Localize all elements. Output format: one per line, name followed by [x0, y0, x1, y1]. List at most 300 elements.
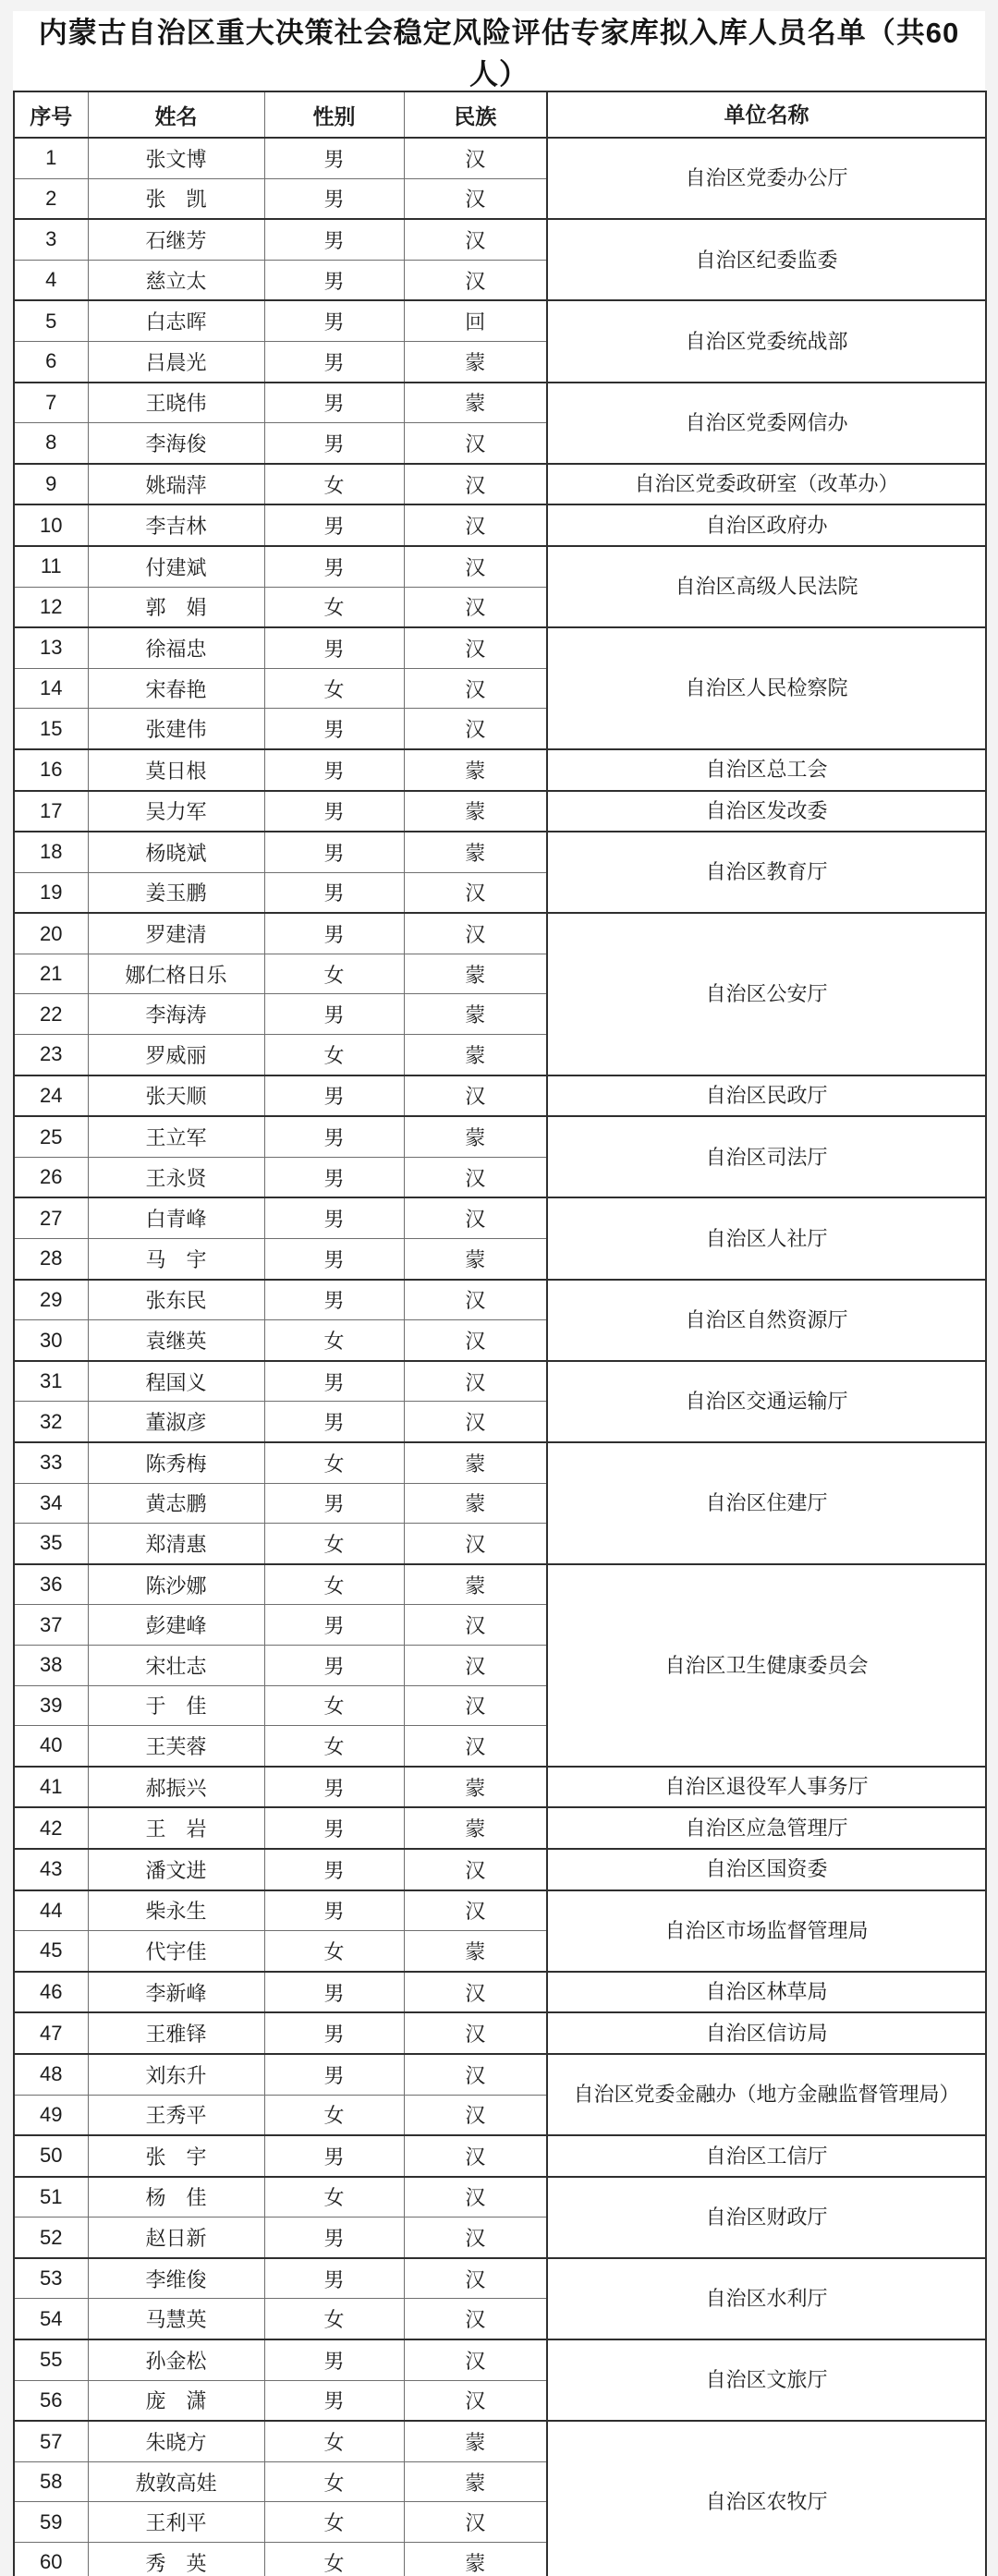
- name-cell: 李吉林: [88, 504, 264, 546]
- ethnicity-cell: 汉: [404, 504, 547, 546]
- ethnicity-cell: 汉: [404, 2380, 547, 2421]
- name-cell: 王立军: [88, 1116, 264, 1157]
- seq-cell: 35: [14, 1524, 88, 1564]
- name-cell: 王永贤: [88, 1157, 264, 1197]
- table-row: [14, 300, 986, 341]
- gender-cell: 男: [264, 383, 404, 423]
- ethnicity-cell: 蒙: [404, 1239, 547, 1280]
- gender-cell: 女: [264, 1564, 404, 1605]
- table-row: [14, 2421, 986, 2461]
- name-cell: 陈沙娜: [88, 1564, 264, 1605]
- name-cell: 张 凯: [88, 178, 264, 219]
- seq-cell: 19: [14, 872, 88, 913]
- seq-cell: 39: [14, 1685, 88, 1726]
- seq-cell: 3: [14, 219, 88, 260]
- column-header-gender: 性别: [264, 91, 404, 138]
- unit-cell: 自治区财政厅: [547, 2177, 986, 2258]
- gender-cell: 男: [264, 1116, 404, 1157]
- ethnicity-cell: 蒙: [404, 2421, 547, 2461]
- name-cell: 黄志鹏: [88, 1483, 264, 1524]
- seq-cell: 31: [14, 1361, 88, 1402]
- table-header-row: [14, 91, 986, 138]
- unit-cell: 自治区文旅厅: [547, 2339, 986, 2421]
- seq-cell: 12: [14, 587, 88, 627]
- gender-cell: 男: [264, 2258, 404, 2299]
- seq-cell: 24: [14, 1075, 88, 1117]
- gender-cell: 女: [264, 1442, 404, 1483]
- column-header-unit: 单位名称: [547, 91, 986, 138]
- seq-cell: 47: [14, 2012, 88, 2054]
- gender-cell: 女: [264, 1726, 404, 1767]
- name-cell: 李新峰: [88, 1972, 264, 2013]
- ethnicity-cell: 汉: [404, 2054, 547, 2095]
- ethnicity-cell: 蒙: [404, 832, 547, 872]
- unit-cell: 自治区住建厅: [547, 1442, 986, 1564]
- seq-cell: 51: [14, 2177, 88, 2218]
- seq-cell: 55: [14, 2339, 88, 2380]
- gender-cell: 女: [264, 2421, 404, 2461]
- seq-cell: 10: [14, 504, 88, 546]
- name-cell: 王秀平: [88, 2095, 264, 2135]
- unit-cell: 自治区国资委: [547, 1849, 986, 1890]
- unit-cell: 自治区党委政研室（改革办）: [547, 464, 986, 505]
- seq-cell: 54: [14, 2299, 88, 2339]
- name-cell: 秀 英: [88, 2543, 264, 2576]
- ethnicity-cell: 汉: [404, 1849, 547, 1890]
- seq-cell: 57: [14, 2421, 88, 2461]
- seq-cell: 41: [14, 1767, 88, 1808]
- ethnicity-cell: 汉: [404, 464, 547, 505]
- unit-cell: 自治区林草局: [547, 1972, 986, 2013]
- ethnicity-cell: 汉: [404, 2299, 547, 2339]
- gender-cell: 女: [264, 2299, 404, 2339]
- name-cell: 程国义: [88, 1361, 264, 1402]
- ethnicity-cell: 汉: [404, 219, 547, 260]
- personnel-table: [13, 91, 987, 2576]
- unit-cell: 自治区民政厅: [547, 1075, 986, 1117]
- name-cell: 敖敦高娃: [88, 2461, 264, 2502]
- gender-cell: 女: [264, 1685, 404, 1726]
- gender-cell: 男: [264, 1402, 404, 1442]
- gender-cell: 男: [264, 1807, 404, 1849]
- page-title: 内蒙古自治区重大决策社会稳定风险评估专家库拟入库人员名单（共60人）: [38, 17, 960, 91]
- seq-cell: 58: [14, 2461, 88, 2502]
- seq-cell: 34: [14, 1483, 88, 1524]
- gender-cell: 男: [264, 913, 404, 954]
- unit-cell: 自治区纪委监委: [547, 219, 986, 300]
- ethnicity-cell: 汉: [404, 668, 547, 709]
- name-cell: 宋壮志: [88, 1645, 264, 1685]
- ethnicity-cell: 蒙: [404, 1442, 547, 1483]
- name-cell: 袁继英: [88, 1320, 264, 1361]
- name-cell: 姜玉鹏: [88, 872, 264, 913]
- gender-cell: 男: [264, 1075, 404, 1117]
- seq-cell: 49: [14, 2095, 88, 2135]
- table-row: [14, 219, 986, 260]
- seq-cell: 16: [14, 749, 88, 791]
- gender-cell: 女: [264, 464, 404, 505]
- gender-cell: 男: [264, 1197, 404, 1238]
- ethnicity-cell: 蒙: [404, 994, 547, 1035]
- table-row: [14, 1197, 986, 1238]
- name-cell: 白青峰: [88, 1197, 264, 1238]
- gender-cell: 男: [264, 1849, 404, 1890]
- seq-cell: 26: [14, 1157, 88, 1197]
- gender-cell: 男: [264, 2380, 404, 2421]
- name-cell: 李海俊: [88, 423, 264, 464]
- name-cell: 马慧英: [88, 2299, 264, 2339]
- name-cell: 张 宇: [88, 2135, 264, 2177]
- name-cell: 张天顺: [88, 1075, 264, 1117]
- table-row: [14, 546, 986, 587]
- gender-cell: 男: [264, 219, 404, 260]
- name-cell: 石继芳: [88, 219, 264, 260]
- ethnicity-cell: 汉: [404, 1605, 547, 1646]
- unit-cell: 自治区党委统战部: [547, 300, 986, 382]
- ethnicity-cell: 蒙: [404, 383, 547, 423]
- gender-cell: 女: [264, 1931, 404, 1972]
- seq-cell: 25: [14, 1116, 88, 1157]
- ethnicity-cell: 汉: [404, 1075, 547, 1117]
- table-row: [14, 1442, 986, 1483]
- name-cell: 于 佳: [88, 1685, 264, 1726]
- ethnicity-cell: 汉: [404, 872, 547, 913]
- table-row: [14, 1849, 986, 1890]
- seq-cell: 59: [14, 2502, 88, 2543]
- name-cell: 董淑彦: [88, 1402, 264, 1442]
- gender-cell: 男: [264, 178, 404, 219]
- ethnicity-cell: 汉: [404, 2177, 547, 2218]
- seq-cell: 28: [14, 1239, 88, 1280]
- name-cell: 郭 娟: [88, 587, 264, 627]
- table-row: [14, 2339, 986, 2380]
- ethnicity-cell: 蒙: [404, 1931, 547, 1972]
- name-cell: 付建斌: [88, 546, 264, 587]
- ethnicity-cell: 蒙: [404, 1483, 547, 1524]
- table-row: [14, 383, 986, 423]
- gender-cell: 男: [264, 1645, 404, 1685]
- table-row: [14, 1972, 986, 2013]
- name-cell: 张东民: [88, 1280, 264, 1320]
- name-cell: 郝振兴: [88, 1767, 264, 1808]
- table-row: [14, 2135, 986, 2177]
- unit-cell: 自治区交通运输厅: [547, 1361, 986, 1442]
- seq-cell: 33: [14, 1442, 88, 1483]
- gender-cell: 男: [264, 627, 404, 668]
- seq-cell: 22: [14, 994, 88, 1035]
- ethnicity-cell: 汉: [404, 423, 547, 464]
- unit-cell: 自治区人民检察院: [547, 627, 986, 749]
- name-cell: 罗威丽: [88, 1035, 264, 1075]
- name-cell: 徐福忠: [88, 627, 264, 668]
- seq-cell: 6: [14, 341, 88, 382]
- name-cell: 宋春艳: [88, 668, 264, 709]
- seq-cell: 38: [14, 1645, 88, 1685]
- table-row: [14, 832, 986, 872]
- table-row: [14, 2258, 986, 2299]
- ethnicity-cell: 汉: [404, 260, 547, 300]
- gender-cell: 男: [264, 1483, 404, 1524]
- name-cell: 张文博: [88, 138, 264, 178]
- unit-cell: 自治区应急管理厅: [547, 1807, 986, 1849]
- ethnicity-cell: 汉: [404, 627, 547, 668]
- gender-cell: 男: [264, 138, 404, 178]
- seq-cell: 45: [14, 1931, 88, 1972]
- name-cell: 刘东升: [88, 2054, 264, 2095]
- seq-cell: 17: [14, 791, 88, 832]
- table-row: [14, 464, 986, 505]
- gender-cell: 男: [264, 791, 404, 832]
- unit-cell: 自治区公安厅: [547, 913, 986, 1075]
- ethnicity-cell: 蒙: [404, 341, 547, 382]
- unit-cell: 自治区信访局: [547, 2012, 986, 2054]
- unit-cell: 自治区农牧厅: [547, 2421, 986, 2576]
- gender-cell: 男: [264, 1361, 404, 1402]
- name-cell: 王芙蓉: [88, 1726, 264, 1767]
- ethnicity-cell: 蒙: [404, 791, 547, 832]
- unit-cell: 自治区总工会: [547, 749, 986, 791]
- seq-cell: 56: [14, 2380, 88, 2421]
- table-row: [14, 1361, 986, 1402]
- name-cell: 杨 佳: [88, 2177, 264, 2218]
- table-row: [14, 749, 986, 791]
- seq-cell: 52: [14, 2218, 88, 2258]
- gender-cell: 男: [264, 994, 404, 1035]
- column-header-name: 姓名: [88, 91, 264, 138]
- ethnicity-cell: 汉: [404, 1157, 547, 1197]
- unit-cell: 自治区卫生健康委员会: [547, 1564, 986, 1767]
- unit-cell: 自治区发改委: [547, 791, 986, 832]
- ethnicity-cell: 汉: [404, 546, 547, 587]
- gender-cell: 男: [264, 1767, 404, 1808]
- gender-cell: 男: [264, 1157, 404, 1197]
- seq-cell: 46: [14, 1972, 88, 2013]
- gender-cell: 男: [264, 2339, 404, 2380]
- table-row: [14, 1075, 986, 1117]
- ethnicity-cell: 汉: [404, 1320, 547, 1361]
- seq-cell: 36: [14, 1564, 88, 1605]
- seq-cell: 5: [14, 300, 88, 341]
- name-cell: 杨晓斌: [88, 832, 264, 872]
- ethnicity-cell: 蒙: [404, 1807, 547, 1849]
- gender-cell: 男: [264, 1605, 404, 1646]
- table-row: [14, 1116, 986, 1157]
- seq-cell: 50: [14, 2135, 88, 2177]
- name-cell: 朱晓方: [88, 2421, 264, 2461]
- name-cell: 吴力军: [88, 791, 264, 832]
- gender-cell: 男: [264, 2012, 404, 2054]
- unit-cell: 自治区教育厅: [547, 832, 986, 913]
- ethnicity-cell: 汉: [404, 1972, 547, 2013]
- gender-cell: 男: [264, 1239, 404, 1280]
- seq-cell: 13: [14, 627, 88, 668]
- name-cell: 赵日新: [88, 2218, 264, 2258]
- gender-cell: 男: [264, 709, 404, 749]
- unit-cell: 自治区政府办: [547, 504, 986, 546]
- name-cell: 柴永生: [88, 1890, 264, 1931]
- seq-cell: 15: [14, 709, 88, 749]
- gender-cell: 男: [264, 260, 404, 300]
- ethnicity-cell: 汉: [404, 1890, 547, 1931]
- ethnicity-cell: 蒙: [404, 1767, 547, 1808]
- name-cell: 孙金松: [88, 2339, 264, 2380]
- ethnicity-cell: 汉: [404, 2012, 547, 2054]
- unit-cell: 自治区党委金融办（地方金融监督管理局）: [547, 2054, 986, 2135]
- gender-cell: 男: [264, 872, 404, 913]
- ethnicity-cell: 汉: [404, 587, 547, 627]
- unit-cell: 自治区工信厅: [547, 2135, 986, 2177]
- ethnicity-cell: 蒙: [404, 1116, 547, 1157]
- ethnicity-cell: 汉: [404, 2218, 547, 2258]
- unit-cell: 自治区自然资源厅: [547, 1280, 986, 1361]
- seq-cell: 32: [14, 1402, 88, 1442]
- name-cell: 王利平: [88, 2502, 264, 2543]
- name-cell: 李海涛: [88, 994, 264, 1035]
- gender-cell: 女: [264, 668, 404, 709]
- name-cell: 庞 潇: [88, 2380, 264, 2421]
- unit-cell: 自治区退役军人事务厅: [547, 1767, 986, 1808]
- ethnicity-cell: 汉: [404, 2135, 547, 2177]
- ethnicity-cell: 汉: [404, 1685, 547, 1726]
- ethnicity-cell: 蒙: [404, 1035, 547, 1075]
- ethnicity-cell: 汉: [404, 709, 547, 749]
- gender-cell: 男: [264, 832, 404, 872]
- column-header-seq: 序号: [14, 91, 88, 138]
- unit-cell: 自治区党委网信办: [547, 383, 986, 464]
- ethnicity-cell: 汉: [404, 1402, 547, 1442]
- seq-cell: 7: [14, 383, 88, 423]
- seq-cell: 9: [14, 464, 88, 505]
- unit-cell: 自治区司法厅: [547, 1116, 986, 1197]
- ethnicity-cell: 蒙: [404, 2461, 547, 2502]
- seq-cell: 14: [14, 668, 88, 709]
- name-cell: 罗建清: [88, 913, 264, 954]
- seq-cell: 8: [14, 423, 88, 464]
- ethnicity-cell: 汉: [404, 913, 547, 954]
- table-row: [14, 1280, 986, 1320]
- gender-cell: 女: [264, 954, 404, 994]
- ethnicity-cell: 汉: [404, 2095, 547, 2135]
- seq-cell: 42: [14, 1807, 88, 1849]
- gender-cell: 男: [264, 341, 404, 382]
- gender-cell: 男: [264, 1972, 404, 2013]
- name-cell: 郑清惠: [88, 1524, 264, 1564]
- unit-cell: 自治区水利厅: [547, 2258, 986, 2339]
- ethnicity-cell: 汉: [404, 2258, 547, 2299]
- gender-cell: 男: [264, 504, 404, 546]
- name-cell: 姚瑞萍: [88, 464, 264, 505]
- name-cell: 慈立太: [88, 260, 264, 300]
- table-body: [14, 138, 986, 2576]
- table-row: [14, 504, 986, 546]
- name-cell: 李维俊: [88, 2258, 264, 2299]
- table-row: [14, 1807, 986, 1849]
- gender-cell: 女: [264, 2095, 404, 2135]
- table-row: [14, 791, 986, 832]
- gender-cell: 女: [264, 587, 404, 627]
- seq-cell: 4: [14, 260, 88, 300]
- name-cell: 代宇佳: [88, 1931, 264, 1972]
- unit-cell: 自治区人社厅: [547, 1197, 986, 1279]
- name-cell: 王 岩: [88, 1807, 264, 1849]
- ethnicity-cell: 汉: [404, 2502, 547, 2543]
- ethnicity-cell: 回: [404, 300, 547, 341]
- ethnicity-cell: 汉: [404, 1645, 547, 1685]
- ethnicity-cell: 汉: [404, 1197, 547, 1238]
- name-cell: 马 宇: [88, 1239, 264, 1280]
- name-cell: 张建伟: [88, 709, 264, 749]
- column-header-ethnicity: 民族: [404, 91, 547, 138]
- unit-cell: 自治区高级人民法院: [547, 546, 986, 627]
- unit-cell: 自治区市场监督管理局: [547, 1890, 986, 1972]
- gender-cell: 女: [264, 1320, 404, 1361]
- seq-cell: 20: [14, 913, 88, 954]
- table-row: [14, 913, 986, 954]
- seq-cell: 1: [14, 138, 88, 178]
- seq-cell: 29: [14, 1280, 88, 1320]
- seq-cell: 23: [14, 1035, 88, 1075]
- ethnicity-cell: 蒙: [404, 2543, 547, 2576]
- gender-cell: 女: [264, 2177, 404, 2218]
- name-cell: 吕晨光: [88, 341, 264, 382]
- gender-cell: 女: [264, 1035, 404, 1075]
- gender-cell: 男: [264, 2054, 404, 2095]
- seq-cell: 27: [14, 1197, 88, 1238]
- name-cell: 王晓伟: [88, 383, 264, 423]
- document-card: [13, 11, 985, 2575]
- seq-cell: 44: [14, 1890, 88, 1931]
- seq-cell: 43: [14, 1849, 88, 1890]
- seq-cell: 2: [14, 178, 88, 219]
- ethnicity-cell: 汉: [404, 1726, 547, 1767]
- ethnicity-cell: 蒙: [404, 1564, 547, 1605]
- gender-cell: 女: [264, 2461, 404, 2502]
- seq-cell: 60: [14, 2543, 88, 2576]
- name-cell: 王雅铎: [88, 2012, 264, 2054]
- seq-cell: 37: [14, 1605, 88, 1646]
- gender-cell: 男: [264, 2135, 404, 2177]
- table-row: [14, 2177, 986, 2218]
- table-row: [14, 1767, 986, 1808]
- seq-cell: 11: [14, 546, 88, 587]
- gender-cell: 女: [264, 2543, 404, 2576]
- name-cell: 白志晖: [88, 300, 264, 341]
- seq-cell: 48: [14, 2054, 88, 2095]
- name-cell: 陈秀梅: [88, 1442, 264, 1483]
- table-row: [14, 1564, 986, 1605]
- gender-cell: 男: [264, 300, 404, 341]
- ethnicity-cell: 汉: [404, 138, 547, 178]
- name-cell: 潘文进: [88, 1849, 264, 1890]
- table-row: [14, 627, 986, 668]
- table-row: [14, 2054, 986, 2095]
- ethnicity-cell: 汉: [404, 1524, 547, 1564]
- ethnicity-cell: 蒙: [404, 954, 547, 994]
- seq-cell: 53: [14, 2258, 88, 2299]
- gender-cell: 男: [264, 749, 404, 791]
- table-row: [14, 1890, 986, 1931]
- seq-cell: 30: [14, 1320, 88, 1361]
- ethnicity-cell: 蒙: [404, 749, 547, 791]
- name-cell: 娜仁格日乐: [88, 954, 264, 994]
- gender-cell: 男: [264, 546, 404, 587]
- ethnicity-cell: 汉: [404, 1361, 547, 1402]
- table-row: [14, 138, 986, 178]
- seq-cell: 21: [14, 954, 88, 994]
- gender-cell: 男: [264, 2218, 404, 2258]
- table-row: [14, 2012, 986, 2054]
- seq-cell: 18: [14, 832, 88, 872]
